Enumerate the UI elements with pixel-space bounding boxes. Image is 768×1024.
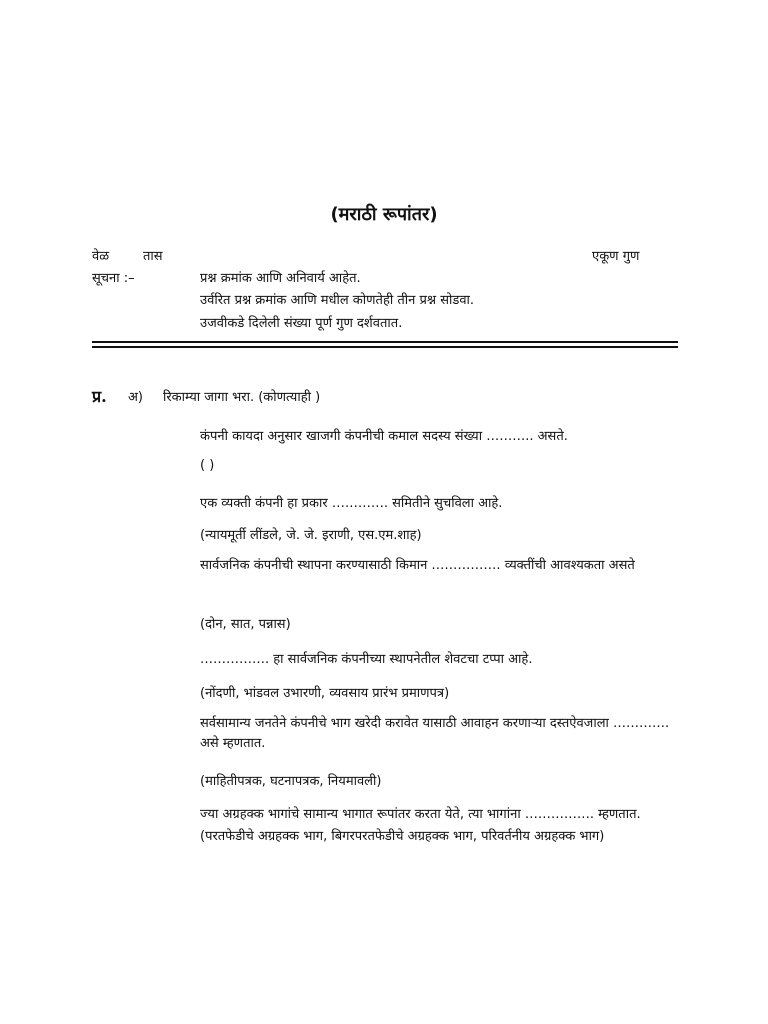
blank-options-4: (नोंदणी, भांडवल उभारणी, व्यवसाय प्रारंभ प्रमाणपत्र) <box>200 686 450 701</box>
double-rule-top <box>92 341 678 343</box>
blank-item-4: ……………. हा सार्वजनिक कंपनीच्या स्थापनेतील शेवटचा टप्पा आहे. <box>200 652 533 667</box>
blank-options-5: (माहितीपत्रक, घटनापत्रक, नियमावली) <box>200 774 382 789</box>
time-label: वेळ <box>92 249 110 264</box>
double-rule-bottom <box>92 346 678 348</box>
blank-item-6: ज्या अग्रहक्क भागांचे सामान्य भागात रूपांतर करता येते, त्या भागांना ……………. म्हणतात. <box>200 807 641 822</box>
blank-options-2: (न्यायमूर्ती लींडले, जे. जे. इराणी, एस.एम.शाह) <box>200 528 422 543</box>
question-sub-label: अ) <box>128 390 144 405</box>
question-prompt: रिकाम्या जागा भरा. (कोणत्याही ) <box>163 390 321 405</box>
total-marks-label: एकूण गुण <box>592 249 640 264</box>
blank-item-5: सर्वसामान्य जनतेने कंपनीचे भाग खरेदी करावेत यासाठी आवाहन करणाऱ्या दस्तऐवजाला …………. असे म्हणतात. <box>200 716 670 751</box>
instruction-line-1: प्रश्न क्रमांक आणि अनिवार्य आहेत. <box>200 271 361 286</box>
blank-item-1: कंपनी कायदा अनुसार खाजगी कंपनीची कमाल सदस्य संख्या ……….. असते. <box>200 429 568 444</box>
blank-item-2: एक व्यक्ती कंपनी हा प्रकार …………. समितीने सुचविला आहे. <box>200 496 503 511</box>
blank-options-1: ( ) <box>200 458 215 473</box>
question-marker: प्र. <box>92 387 107 406</box>
blank-item-3: सार्वजनिक कंपनीची स्थापना करण्यासाठी किमान ……………. व्यक्तींची आवश्यकता असते <box>200 558 635 573</box>
blank-options-3: (दोन, सात, पन्नास) <box>200 617 291 632</box>
instruction-line-2: उर्वरित प्रश्न क्रमांक आणि मधील कोणतेही तीन प्रश्न सोडवा. <box>200 293 475 308</box>
instruction-line-3: उजवीकडे दिलेली संख्या पूर्ण गुण दर्शवतात. <box>200 316 403 331</box>
instructions-label: सूचना :– <box>92 271 135 286</box>
page-title: (मराठी रूपांतर) <box>330 204 438 225</box>
hours-label: तास <box>143 249 163 264</box>
blank-options-6: (परतफेडीचे अग्रहक्क भाग, बिगरपरतफेडीचे अग्रहक्क भाग, परिवर्तनीय अग्रहक्क भाग) <box>200 829 605 844</box>
